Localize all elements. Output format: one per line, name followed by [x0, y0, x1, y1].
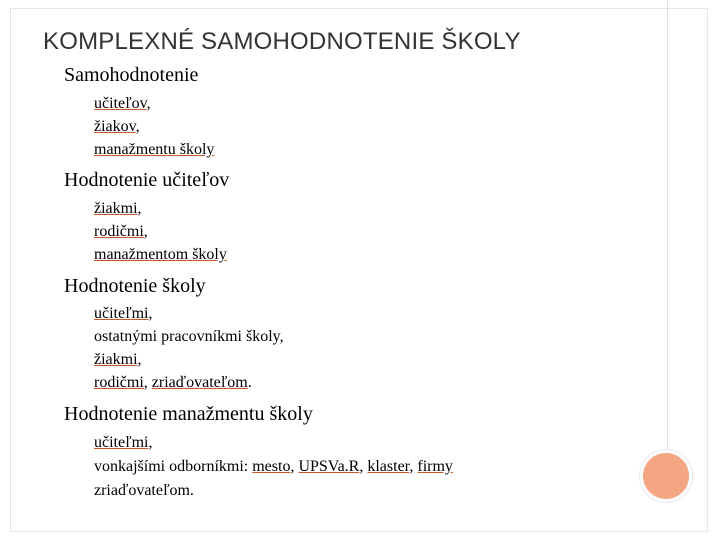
list-item: žiakmi,: [94, 200, 142, 217]
link-text: manažmentom školy: [94, 246, 227, 263]
link-text: učiteľmi: [94, 305, 149, 322]
list-item: [94, 141, 214, 159]
list-item: rodičmi, zriaďovateľom.: [94, 374, 252, 391]
decorative-vertical-line: [667, 0, 668, 452]
list-item: žiakov,: [94, 118, 140, 135]
list-item: vonkajšími odborníkmi: mesto, UPSVa.R, klaster, firmy: [94, 458, 453, 475]
link-text: žiakov: [94, 118, 136, 135]
list-item: ostatnými pracovníkmi školy,: [94, 328, 284, 345]
decorative-circle: [640, 450, 692, 502]
link-text: manažmentu školy: [94, 141, 215, 158]
link-text: klaster: [367, 458, 410, 475]
section-heading-hodnotenie-skoly: Hodnotenie školy: [64, 275, 206, 297]
slide-title: KOMPLEXNÉ SAMOHODNOTENIE ŠKOLY: [43, 28, 521, 55]
link-text: UPSVa.R: [298, 458, 360, 475]
section-heading-hodnotenie-ucitelov: Hodnotenie učiteľov: [64, 169, 230, 191]
section-heading-samohodnotenie: Samohodnotenie: [64, 64, 199, 86]
link-text: firmy: [417, 458, 453, 475]
link-text: žiakmi: [94, 200, 138, 217]
link-text: rodičmi: [94, 223, 144, 240]
list-item: učiteľmi,: [94, 305, 153, 322]
link-text: rodičmi: [94, 374, 144, 391]
link-text: učiteľov: [94, 95, 147, 112]
link-text: učiteľmi: [94, 434, 149, 451]
section-heading-hodnotenie-manazmentu: Hodnotenie manažmentu školy: [64, 403, 313, 425]
link-text: mesto: [252, 458, 291, 475]
list-item: rodičmi,: [94, 223, 148, 240]
list-item: [94, 246, 227, 264]
link-text: zriaďovateľom: [151, 374, 248, 391]
list-item: žiakmi,: [94, 351, 142, 368]
list-item: učiteľov,: [94, 95, 151, 112]
link-text: žiakmi: [94, 351, 138, 368]
list-item: zriaďovateľom.: [94, 482, 194, 499]
list-item: učiteľmi,: [94, 434, 153, 451]
